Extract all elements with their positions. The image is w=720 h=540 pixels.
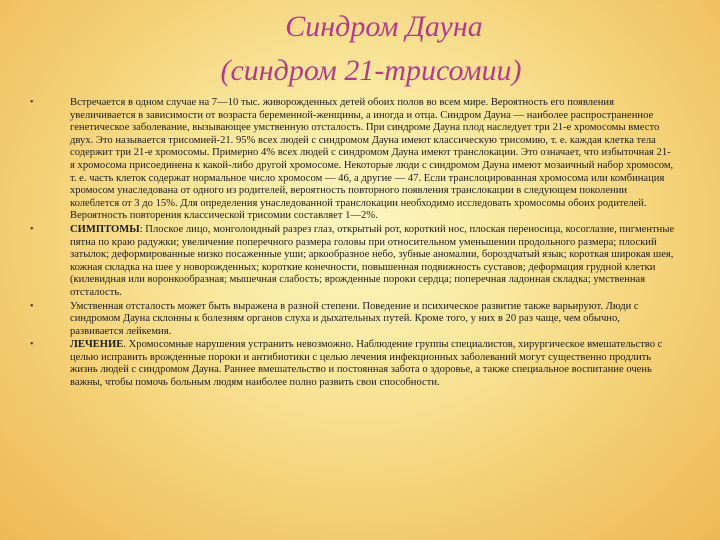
title-line-1: Синдром Дауна xyxy=(285,10,483,43)
item-text: : Плоское лицо, монголоидный разрез глаз, открытый рот, короткий нос, плоская переносица, косоглазие, пигментные пятна по краю радужки; увеличение поперечного размера головы при относительном уменьшении продольного размера; плоский затылок; деформированные низко посаженные уши; аркообразное небо, зубные аномалии, бороздчатый язык; короткая широкая шея, кожная складка на шее у новорожденных; короткие конечности, повышенная подвижность суставов; деформация грудной клетки (килевидная или воронкообразная; мышечная слабость; врожденные пороки сердца; поперечная ладонная складка; умственная отсталость. xyxy=(70,223,675,298)
slide-title xyxy=(0,8,720,90)
bullet-item-description xyxy=(30,97,675,223)
bullet-item-retardation xyxy=(30,301,675,339)
item-text: . Хромосомные нарушения устранить невозможно. Наблюдение группы специалистов, хирургическое вмешательство с целью исправить врожденные пороки и антибиотики с целью лечения инфекционных заболеваний могут существенно продлить жизнь людей с синдромом Дауна. Раннее вмешательство и постоянная забота о здоровье, а также специальное воспитание очень важны, чтобы помочь больным людям наиболее полно развить свои способности. xyxy=(70,339,663,389)
bullet-icon: • xyxy=(30,223,34,235)
item-text: Встречается в одном случае на 7—10 тыс. живорожденных детей обоих полов во всем мире. Вероятность его появления увеличивается в зависимости от возраста беременной-женщины, а иногда и отца. Синдром Дауна — наиболее распространенное генетическое заболевание, вызывающее умственную отсталость. При синдроме Дауна плод наследует три 21-е хромосомы вместо двух. Это называется трисомией-21. 95% всех людей с синдромом Дауна имеют классическую трисомию, т. е. каждая клетка тела содержит три 21-е хромосомы. Примерно 4% всех людей с синдромом Дауна имеют транслокации. Это означает, что избыточная 21-я хромосома присоединена к какой-либо другой хромосоме. Некоторые люди с синдромом Дауна имеют мозаичный набор хромосом, т. е. часть клеток содержат нормальное число хромосом — 46, а другие — 47. Если транслоцированная хромосома или комбинация хромосом унаследована от одного из родителей, вероятность повторного появления транслокации в следующем поколении колеблется от 3 до 15%. Для определения унаследованной транслокации необходимо исследовать хромосомы обоих родителей. Вероятность повторения классической трисомии составляет 1—2%. xyxy=(70,97,674,222)
bullet-list xyxy=(30,97,675,391)
bullet-item-symptoms xyxy=(30,224,675,300)
title-line-2: (синдром 21-трисомии) xyxy=(220,54,522,87)
item-lead-symptoms: СИМПТОМЫ xyxy=(70,223,140,235)
bullet-icon: • xyxy=(30,339,34,351)
bullet-icon: • xyxy=(30,97,34,108)
bullet-icon: • xyxy=(30,300,34,312)
item-text: Умственная отсталость может быть выражена в разной степени. Поведение и психическое развитие также варьируют. Люди с синдромом Дауна склонны к болезням органов слуха и дыхательных путей. Кроме того, у них в 20 раз чаще, чем обычно, развивается лейкемия. xyxy=(70,300,639,337)
bullet-item-treatment xyxy=(30,339,675,389)
item-lead-treatment: ЛЕЧЕНИЕ xyxy=(70,339,124,351)
